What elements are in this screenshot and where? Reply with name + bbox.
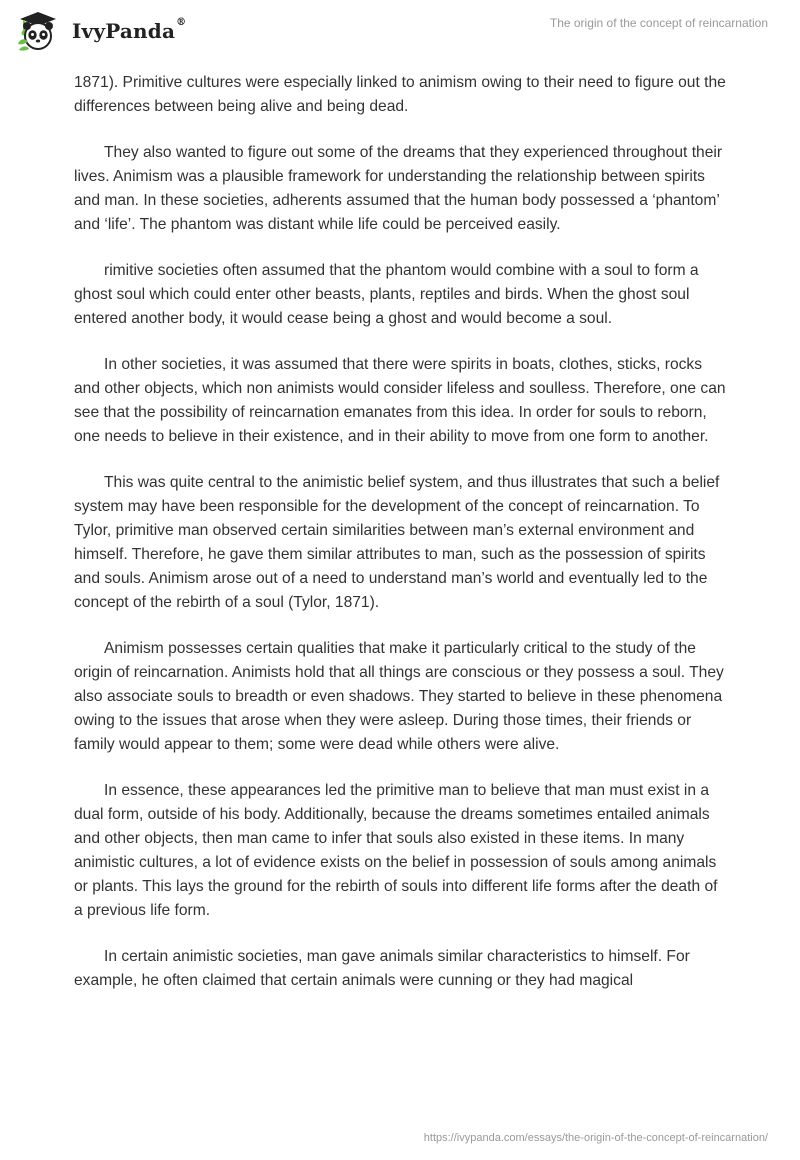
paragraph: In other societies, it was assumed that there were spirits in boats, clothes, sticks, rocks and other objects, which non animists would consider lifeless and soulless. Therefore, one can see that the possibility of reincarnation emanates from this idea. In order for souls to reborn, one needs to believe in their existence, and in their ability to move from one form to another.: [74, 356, 726, 445]
document-title: The origin of the concept of reincarnation: [549, 16, 768, 30]
panda-graduate-icon: [16, 10, 68, 52]
paragraph: In certain animistic societies, man gave animals similar characteristics to himself. For example, he often claimed that certain animals were cunning or they had magical: [74, 948, 690, 989]
paragraph: They also wanted to figure out some of the dreams that they experienced throughout their lives. Animism was a plausible framework for understanding the relationship between spirits and man. In these societies, adherents assumed that the human body possessed a ‘phantom’ and ‘life’. The phantom was distant while life could be perceived easily.: [74, 144, 723, 233]
page-header: [0, 0, 800, 60]
paragraph: 1871). Primitive cultures were especially linked to animism owing to their need to figure out the differences between being alive and being dead.: [74, 74, 726, 115]
paragraph: rimitive societies often assumed that the phantom would combine with a soul to form a ghost soul which could enter other beasts, plants, reptiles and birds. When the ghost soul entered another body, it would cease being a ghost and would become a soul.: [74, 262, 699, 327]
brand-name: IvyPanda®: [72, 17, 187, 43]
ivypanda-logo[interactable]: [16, 10, 186, 52]
paragraph: In essence, these appearances led the primitive man to believe that man must exist in a dual form, outside of his body. Additionally, because the dreams sometimes entailed animals and other objects, then man came to infer that souls also existed in these items. In many animistic cultures, a lot of evidence exists on the belief in possession of souls among animals or plants. This lays the ground for the rebirth of souls into different life forms after the death of a previous life form.: [74, 782, 718, 919]
source-url[interactable]: https://ivypanda.com/essays/the-origin-of-the-concept-of-reincarnation/: [423, 1132, 768, 1144]
paragraph: Animism possesses certain qualities that make it particularly critical to the study of the origin of reincarnation. Animists hold that all things are conscious or they possess a soul. They also associate souls to breadth or even shadows. They started to believe in these phenomena owing to the issues that arose when they were asleep. During those times, their friends or family would appear to them; some were dead while others were alive.: [74, 640, 724, 753]
essay-body: [74, 71, 726, 1015]
paragraph: This was quite central to the animistic belief system, and thus illustrates that such a belief system may have been responsible for the development of the concept of reincarnation. To Tylor, primitive man observed certain similarities between man’s external environment and himself. Therefore, he gave them similar attributes to man, such as the possession of spirits and souls. Animism arose out of a need to understand man’s world and eventually led to the concept of the rebirth of a soul (Tylor, 1871).: [74, 474, 720, 611]
